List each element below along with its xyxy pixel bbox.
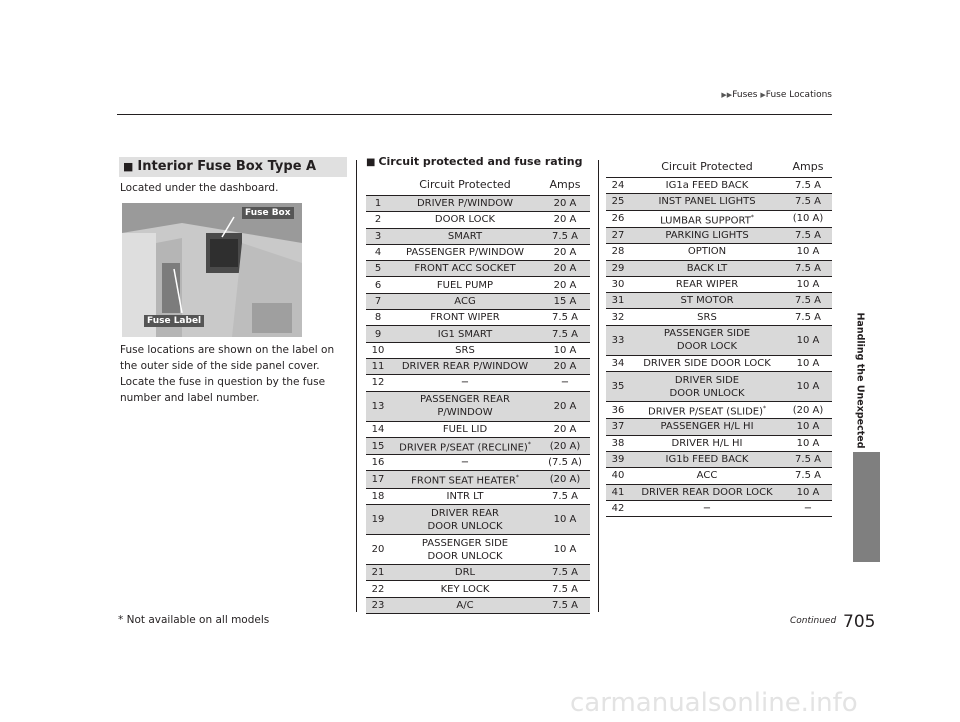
fuse-number: 42 xyxy=(606,500,630,516)
circuit-name: DRIVER P/SEAT (SLIDE)* xyxy=(630,402,784,419)
circuit-name: DRIVER P/SEAT (RECLINE)* xyxy=(390,437,540,454)
fuse-row xyxy=(606,500,832,516)
fuse-number: 14 xyxy=(366,421,390,437)
circuit-name: ST MOTOR xyxy=(630,293,784,309)
fuse-number: 19 xyxy=(366,505,390,535)
fuse-number: 36 xyxy=(606,402,630,419)
fuse-number: 18 xyxy=(366,488,390,504)
fuse-table-1 xyxy=(366,174,590,614)
fuse-row xyxy=(366,342,590,358)
footnote-marker: * xyxy=(527,440,531,448)
fuse-amps: 7.5 A xyxy=(540,581,590,597)
circuit-name: PARKING LIGHTS xyxy=(630,227,784,243)
fuse-amps: 20 A xyxy=(540,212,590,228)
fuse-row xyxy=(606,468,832,484)
fuse-number: 22 xyxy=(366,581,390,597)
circuit-name: PASSENGER REAR P/WINDOW xyxy=(390,391,540,421)
footnote: * Not available on all models xyxy=(118,614,270,626)
fuse-amps: − xyxy=(540,375,590,391)
fuse-number: 16 xyxy=(366,455,390,471)
circuit-name: INTR LT xyxy=(390,488,540,504)
fuse-box-callout: Fuse Box xyxy=(242,207,294,219)
column-divider xyxy=(598,160,599,612)
fuse-row xyxy=(366,391,590,421)
circuit-name: IG1 SMART xyxy=(390,326,540,342)
fuse-number: 33 xyxy=(606,325,630,355)
fuse-row xyxy=(366,565,590,581)
fuse-amps: − xyxy=(784,500,832,516)
fuse-amps: 15 A xyxy=(540,293,590,309)
fuse-amps: 10 A xyxy=(540,342,590,358)
fuse-box-photo xyxy=(122,203,302,337)
watermark: carmanualsonline.info xyxy=(570,688,858,718)
fuse-amps: 10 A xyxy=(784,244,832,260)
fuse-number: 39 xyxy=(606,451,630,467)
fuse-number: 7 xyxy=(366,293,390,309)
fuse-number: 3 xyxy=(366,228,390,244)
fuse-number: 37 xyxy=(606,419,630,435)
fuse-amps: 20 A xyxy=(540,196,590,212)
rating-heading-text: Circuit protected and fuse rating xyxy=(378,155,583,168)
fuse-row xyxy=(606,402,832,419)
fuse-number: 28 xyxy=(606,244,630,260)
fuse-amps: 10 A xyxy=(784,372,832,402)
fuse-row xyxy=(606,435,832,451)
fuse-number: 2 xyxy=(366,212,390,228)
fuse-amps: 10 A xyxy=(784,355,832,371)
fuse-number: 6 xyxy=(366,277,390,293)
fuse-row xyxy=(606,355,832,371)
fuse-amps: 10 A xyxy=(784,484,832,500)
fuse-row xyxy=(606,260,832,276)
square-bullet-icon: ■ xyxy=(123,160,134,173)
fuse-amps: 10 A xyxy=(784,325,832,355)
circuit-name: KEY LOCK xyxy=(390,581,540,597)
fuse-amps: 7.5 A xyxy=(540,228,590,244)
circuit-name: LUMBAR SUPPORT* xyxy=(630,210,784,227)
fuse-amps: 7.5 A xyxy=(540,326,590,342)
circuit-name: A/C xyxy=(390,597,540,613)
col-no xyxy=(606,156,630,178)
footnote-marker: * xyxy=(750,213,754,221)
fuse-amps: 10 A xyxy=(784,276,832,292)
fuse-amps: 10 A xyxy=(540,535,590,565)
fuse-row xyxy=(606,451,832,467)
fuse-row xyxy=(366,244,590,260)
fuse-number: 4 xyxy=(366,244,390,260)
circuit-name: DRIVER REAR DOOR UNLOCK xyxy=(390,505,540,535)
circuit-name: IG1a FEED BACK xyxy=(630,178,784,194)
fuse-number: 25 xyxy=(606,194,630,210)
fuse-row xyxy=(366,228,590,244)
fuse-amps: 20 A xyxy=(540,244,590,260)
fuse-number: 5 xyxy=(366,261,390,277)
fuse-row xyxy=(366,196,590,212)
fuse-row xyxy=(366,535,590,565)
fuse-amps: 10 A xyxy=(540,505,590,535)
col-circuit: Circuit Protected xyxy=(390,174,540,196)
circuit-name: PASSENGER SIDE DOOR LOCK xyxy=(630,325,784,355)
side-tab-label: Handling the Unexpected xyxy=(854,312,866,449)
footnote-marker: * xyxy=(763,405,766,412)
chapter-tab-marker xyxy=(853,452,880,562)
location-text: Located under the dashboard. xyxy=(120,182,279,194)
fuse-number: 12 xyxy=(366,375,390,391)
rating-heading xyxy=(366,155,582,168)
fuse-amps: 20 A xyxy=(540,421,590,437)
fuse-row xyxy=(366,293,590,309)
circuit-name: − xyxy=(390,455,540,471)
fuse-amps: 7.5 A xyxy=(784,309,832,325)
fuse-row xyxy=(366,437,590,454)
fuse-amps: (20 A) xyxy=(540,471,590,488)
fuse-number: 10 xyxy=(366,342,390,358)
circuit-name: FRONT ACC SOCKET xyxy=(390,261,540,277)
circuit-name: PASSENGER SIDE DOOR UNLOCK xyxy=(390,535,540,565)
fuse-number: 20 xyxy=(366,535,390,565)
fuse-number: 23 xyxy=(366,597,390,613)
fuse-number: 11 xyxy=(366,358,390,374)
circuit-name: SRS xyxy=(390,342,540,358)
fuse-amps: 7.5 A xyxy=(784,178,832,194)
circuit-name: DRIVER P/WINDOW xyxy=(390,196,540,212)
fuse-row xyxy=(606,325,832,355)
circuit-name: DRIVER REAR DOOR LOCK xyxy=(630,484,784,500)
fuse-number: 29 xyxy=(606,260,630,276)
fuse-number: 40 xyxy=(606,468,630,484)
circuit-name: − xyxy=(390,375,540,391)
fuse-amps: 7.5 A xyxy=(540,597,590,613)
fuse-number: 21 xyxy=(366,565,390,581)
fuse-row xyxy=(366,212,590,228)
fuse-number: 15 xyxy=(366,437,390,454)
fuse-row xyxy=(366,488,590,504)
fuse-number: 35 xyxy=(606,372,630,402)
circuit-name: FUEL PUMP xyxy=(390,277,540,293)
fuse-amps: 7.5 A xyxy=(540,565,590,581)
fuse-table-2 xyxy=(606,156,832,517)
fuse-row xyxy=(606,178,832,194)
fuse-row xyxy=(606,194,832,210)
circuit-name: OPTION xyxy=(630,244,784,260)
fuse-row xyxy=(606,309,832,325)
fuse-number: 9 xyxy=(366,326,390,342)
circuit-name: DRIVER SIDE DOOR LOCK xyxy=(630,355,784,371)
footnote-marker: * xyxy=(515,474,519,482)
fuse-number: 30 xyxy=(606,276,630,292)
fuse-amps: 7.5 A xyxy=(540,310,590,326)
fuse-amps: 20 A xyxy=(540,358,590,374)
fuse-row xyxy=(606,419,832,435)
fuse-number: 34 xyxy=(606,355,630,371)
fuse-number: 27 xyxy=(606,227,630,243)
fuse-amps: 20 A xyxy=(540,261,590,277)
fuse-amps: 7.5 A xyxy=(784,468,832,484)
fuse-amps: (10 A) xyxy=(784,210,832,227)
fuse-number: 41 xyxy=(606,484,630,500)
header-rule xyxy=(117,114,832,115)
fuse-description: Fuse locations are shown on the label on the outer side of the side panel cover. Locate the fuse in question by the fuse number and label number. xyxy=(120,344,335,404)
fuse-amps: 20 A xyxy=(540,277,590,293)
fuse-amps: (7.5 A) xyxy=(540,455,590,471)
column-divider xyxy=(356,160,357,612)
circuit-name: DRIVER H/L HI xyxy=(630,435,784,451)
fuse-number: 8 xyxy=(366,310,390,326)
fuse-amps: 10 A xyxy=(784,435,832,451)
fuse-amps: 7.5 A xyxy=(784,227,832,243)
breadcrumb-fuses: Fuses xyxy=(732,90,758,100)
fuse-row xyxy=(366,277,590,293)
circuit-name: SMART xyxy=(390,228,540,244)
fuse-label-callout: Fuse Label xyxy=(144,315,204,327)
fuse-row xyxy=(366,455,590,471)
circuit-name: DOOR LOCK xyxy=(390,212,540,228)
fuse-row xyxy=(366,597,590,613)
side-tab xyxy=(850,305,870,465)
circuit-name: REAR WIPER xyxy=(630,276,784,292)
fuse-amps: 7.5 A xyxy=(784,293,832,309)
circuit-name: FRONT SEAT HEATER* xyxy=(390,471,540,488)
fuse-amps: 10 A xyxy=(784,419,832,435)
circuit-name: − xyxy=(630,500,784,516)
fuse-amps: 7.5 A xyxy=(784,260,832,276)
fuse-amps: 7.5 A xyxy=(540,488,590,504)
breadcrumb xyxy=(0,90,832,100)
fuse-row xyxy=(606,372,832,402)
fuse-number: 13 xyxy=(366,391,390,421)
fuse-row xyxy=(366,310,590,326)
fuse-row xyxy=(606,276,832,292)
circuit-name: DRIVER SIDE DOOR UNLOCK xyxy=(630,372,784,402)
circuit-name: BACK LT xyxy=(630,260,784,276)
fuse-row xyxy=(366,261,590,277)
fuse-amps: 7.5 A xyxy=(784,194,832,210)
circuit-name: DRL xyxy=(390,565,540,581)
section-title: Interior Fuse Box Type A xyxy=(137,159,317,174)
fuse-row xyxy=(366,471,590,488)
breadcrumb-arrow-icon: ▶▶ xyxy=(721,91,733,99)
fuse-number: 24 xyxy=(606,178,630,194)
fuse-row xyxy=(606,244,832,260)
circuit-name: ACC xyxy=(630,468,784,484)
fuse-row xyxy=(606,293,832,309)
fuse-row xyxy=(606,227,832,243)
circuit-name: ACG xyxy=(390,293,540,309)
circuit-name: INST PANEL LIGHTS xyxy=(630,194,784,210)
circuit-name: SRS xyxy=(630,309,784,325)
breadcrumb-arrow-icon: ▶ xyxy=(760,91,766,99)
circuit-name: DRIVER REAR P/WINDOW xyxy=(390,358,540,374)
fuse-row xyxy=(366,505,590,535)
fuse-row xyxy=(366,421,590,437)
fuse-amps: (20 A) xyxy=(540,437,590,454)
fuse-number: 31 xyxy=(606,293,630,309)
circuit-name: PASSENGER P/WINDOW xyxy=(390,244,540,260)
fuse-row xyxy=(606,484,832,500)
col-no xyxy=(366,174,390,196)
fuse-row xyxy=(366,581,590,597)
fuse-row xyxy=(606,210,832,227)
circuit-name: IG1b FEED BACK xyxy=(630,451,784,467)
fuse-amps: 20 A xyxy=(540,391,590,421)
col-circuit: Circuit Protected xyxy=(630,156,784,178)
fuse-row xyxy=(366,326,590,342)
fuse-amps: (20 A) xyxy=(784,402,832,419)
fuse-number: 1 xyxy=(366,196,390,212)
col-amps: Amps xyxy=(540,174,590,196)
fuse-number: 38 xyxy=(606,435,630,451)
circuit-name: PASSENGER H/L HI xyxy=(630,419,784,435)
fuse-number: 17 xyxy=(366,471,390,488)
circuit-name: FUEL LID xyxy=(390,421,540,437)
fuse-row xyxy=(366,375,590,391)
continued-label: Continued xyxy=(790,616,837,626)
fuse-number: 26 xyxy=(606,210,630,227)
square-bullet-icon: ■ xyxy=(366,157,376,168)
circuit-name: FRONT WIPER xyxy=(390,310,540,326)
fuse-number: 32 xyxy=(606,309,630,325)
section-heading xyxy=(119,157,347,177)
fuse-row xyxy=(366,358,590,374)
fuse-amps: 7.5 A xyxy=(784,451,832,467)
breadcrumb-fuse-locations: Fuse Locations xyxy=(765,90,832,100)
col-amps: Amps xyxy=(784,156,832,178)
page-number: 705 xyxy=(843,612,876,632)
